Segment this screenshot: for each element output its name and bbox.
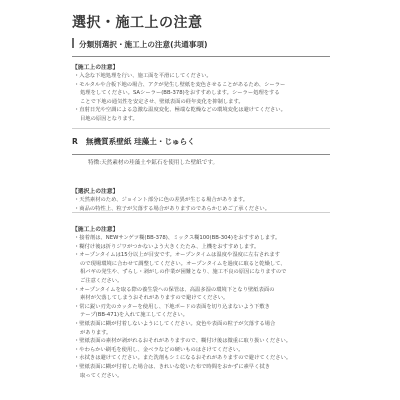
text-line: ・オープンタイムは15分以上が目安です。オープンタイムは温度や湿度に左右されます [74, 252, 281, 259]
text-line: ・壁紙表面に糊が付着した場合は、きれいな乾いた布で時間をおかずに素早く拭き [74, 363, 270, 370]
box-lines [74, 196, 270, 213]
section-marker [72, 38, 74, 48]
box-lines [74, 72, 286, 124]
box-label: 【選択上の注意】 [72, 189, 119, 195]
text-line: ご注意ください。 [80, 277, 123, 284]
box-label: 【施工上の注意】 [72, 65, 119, 71]
section-header-common [72, 38, 330, 57]
text-line: ・やわらかい刷毛を使用し、金ベラなどの硬いものはさけてください。 [74, 346, 244, 353]
text-line: ・常に鋭い刃先のカッターを使用し、下地ボードの表面を切り込まないよう下敷き [74, 303, 270, 310]
selection-notes-box [72, 186, 330, 213]
box-label: 【施工上の注意】 [72, 227, 119, 233]
text-line: ・天然素材のため、ジョイント部分に色の差異が生じる場合があります。 [74, 197, 249, 203]
section-feature-note: 特徴:天然素材の珪藻土や鉱石を使用した壁紙です。 [88, 160, 219, 166]
section-title: 無機質系壁紙 珪藻土・じゅらく [85, 137, 195, 146]
text-line: ・糊付け後は折りジワがつかないよう大きくたたみ、上機をおすすめします。 [74, 243, 260, 250]
text-line: ・オープンタイムを取る際の養生袋への保管は、高温多湿の環境下となり壁紙表面の [74, 286, 275, 293]
text-line: 目地の原因となります。 [80, 115, 138, 122]
text-line: 素材が欠落してしまうおそれがありますので避けてください。 [80, 295, 229, 302]
box-lines [74, 234, 291, 380]
text-line: ・モルタルや合板下地の場合、アクが発生し壁紙を変色させることがあるため、シーラー [74, 81, 286, 88]
text-line: ・入念な下地処理を行い、施工面を平滑にしてください。 [74, 73, 212, 79]
text-line: ・壁紙表面に糊が付着しないようにしてください。変色や表面の粒子が欠落する場合 [74, 320, 276, 327]
text-line: ので現場環境に合わせて調整してください。オープンタイムを過度に取ると乾燥して、 [80, 260, 286, 267]
page-title: 選択・施工上の注意 [72, 15, 203, 31]
text-line: テープ(BB-471)を入れて施工してください。 [80, 312, 188, 319]
text-line: 取ってください。 [80, 372, 123, 379]
construction-notes-box [72, 62, 330, 129]
text-line: ・直射日光や空調による急激な温度変化、極端な乾燥などの環境変化は避けてください。 [74, 107, 286, 114]
text-line: 相バギの発生や、ずらし・剥がしの作業が困難となり、施工不良の原因になりますので [80, 269, 287, 276]
section-title: 分類別選択・施工上の注意(共通事項) [79, 40, 208, 49]
text-line: ・接着剤は、NEWサンゲツ糊(BB-378)、ミックス糊100(BB-304)をおすすめします。 [74, 235, 281, 241]
text-line: 処理をしてください。SAシーラー(BB-378)をおすすめします。シーラー処理をする [80, 90, 280, 97]
section-header-inorganic [72, 136, 330, 155]
text-line: ・壁紙表面の素材が剥がれるおそれがありますので、糊付け後は微重に取り扱いください。 [74, 338, 292, 345]
text-line: があります。 [80, 329, 112, 336]
construction-notes-box-2 [72, 224, 330, 392]
text-line: ・商品の特性上、粒子が欠落する場合がありますのであらかじめご了承ください。 [74, 205, 270, 212]
text-line: ・水拭きは避けてください。また洗剤もシミになるおそれがありますので避けてください。 [74, 355, 292, 362]
section-letter: R [72, 137, 78, 146]
text-line: ことで下地の通気性を安定させ、壁紙表面の経年変化を抑制します。 [80, 98, 244, 105]
